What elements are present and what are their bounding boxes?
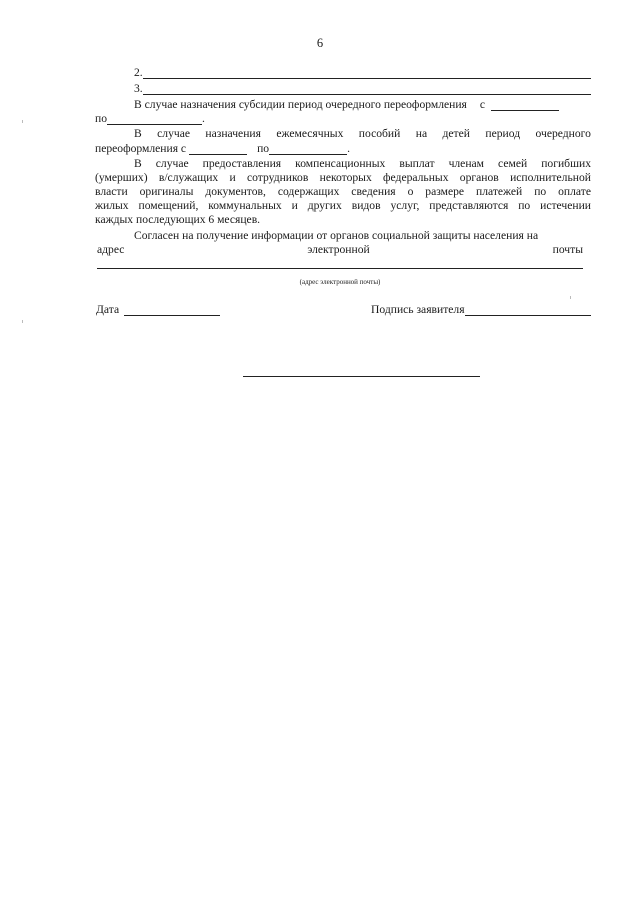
word: В	[134, 127, 142, 140]
from-label: переоформления с	[95, 142, 187, 155]
to-label: по	[95, 112, 108, 125]
word: размере	[425, 185, 465, 198]
word: случае	[157, 127, 190, 140]
word: сотрудников	[247, 171, 309, 184]
word: и	[291, 199, 298, 212]
word: помещений,	[138, 199, 199, 212]
period: .	[202, 112, 205, 125]
compensation-line-4	[95, 199, 591, 212]
fill-line[interactable]	[143, 84, 591, 95]
compensation-line-3	[95, 185, 591, 198]
word: в/служащих	[158, 171, 219, 184]
signature-field[interactable]	[465, 305, 591, 316]
word: случае	[155, 157, 189, 170]
item-number: 2.	[134, 66, 143, 79]
subsidy-from-field[interactable]	[491, 100, 559, 111]
word: власти	[95, 185, 128, 198]
word: детей	[442, 127, 470, 140]
compensation-paragraph	[134, 157, 591, 170]
word: содержащих	[277, 185, 340, 198]
consent-text: Согласен на получение информации от органов социальной защиты населения на	[134, 229, 539, 242]
end-rule	[243, 376, 480, 377]
word: и	[229, 171, 236, 184]
date-row	[96, 303, 226, 316]
word: исполнительной	[510, 171, 591, 184]
word: на	[415, 127, 428, 140]
word: В	[134, 157, 142, 170]
date-label: Дата	[96, 303, 120, 316]
word: ежемесячных	[276, 127, 344, 140]
word: электронной	[307, 243, 370, 256]
word: сведения	[351, 185, 396, 198]
monthly-paragraph	[134, 127, 591, 140]
word: очередного	[535, 127, 591, 140]
word: по	[534, 185, 547, 198]
compensation-line-2	[95, 171, 591, 184]
scan-artifact	[22, 320, 23, 323]
scan-artifact	[570, 296, 571, 299]
word: (умерших)	[95, 171, 148, 184]
word: оригиналы	[139, 185, 194, 198]
word: некоторых	[319, 171, 372, 184]
word: федеральных	[383, 171, 449, 184]
word: по	[518, 199, 531, 212]
email-field[interactable]	[97, 258, 583, 269]
word: оплате	[558, 185, 591, 198]
word: семей	[498, 157, 528, 170]
subsidy-text: В случае назначения субсидии период очередного переоформления	[134, 98, 467, 111]
word: жилых	[95, 199, 129, 212]
list-item-3	[134, 82, 591, 95]
signature-label: Подпись заявителя	[371, 303, 465, 316]
word: почты	[552, 243, 583, 256]
consent-line-2	[97, 243, 583, 256]
to-label: по	[257, 142, 270, 155]
monthly-to-field[interactable]	[269, 144, 347, 155]
word: видов	[351, 199, 381, 212]
word: платежей	[476, 185, 523, 198]
word: услуг,	[390, 199, 420, 212]
period: .	[347, 142, 350, 155]
fill-line[interactable]	[143, 68, 591, 79]
subsidy-paragraph	[134, 98, 591, 111]
signature-row	[371, 303, 591, 316]
word: органов	[459, 171, 499, 184]
word: коммунальных	[208, 199, 282, 212]
list-item-2	[134, 66, 591, 79]
word: назначения	[205, 127, 261, 140]
word: выплат	[399, 157, 435, 170]
item-number: 3.	[134, 82, 143, 95]
subsidy-paragraph-cont	[95, 112, 591, 125]
word: о	[407, 185, 414, 198]
subsidy-to-field[interactable]	[107, 114, 202, 125]
compensation-line-5: каждых последующих 6 месяцев.	[95, 213, 261, 226]
word: документов,	[205, 185, 266, 198]
monthly-paragraph-cont	[95, 142, 591, 155]
page-number: 6	[316, 36, 324, 50]
word: пособий	[358, 127, 401, 140]
word: период	[485, 127, 521, 140]
date-field[interactable]	[124, 305, 220, 316]
scan-artifact	[22, 120, 23, 123]
word: погибших	[541, 157, 591, 170]
word: компенсационных	[295, 157, 386, 170]
word: других	[307, 199, 342, 212]
word: членам	[448, 157, 485, 170]
email-caption: (адрес электронной почты)	[299, 278, 381, 286]
monthly-from-field[interactable]	[189, 144, 247, 155]
word: адрес	[97, 243, 125, 256]
word: представляются	[429, 199, 509, 212]
from-label: с	[479, 98, 486, 111]
word: истечении	[540, 199, 591, 212]
word: предоставления	[202, 157, 282, 170]
